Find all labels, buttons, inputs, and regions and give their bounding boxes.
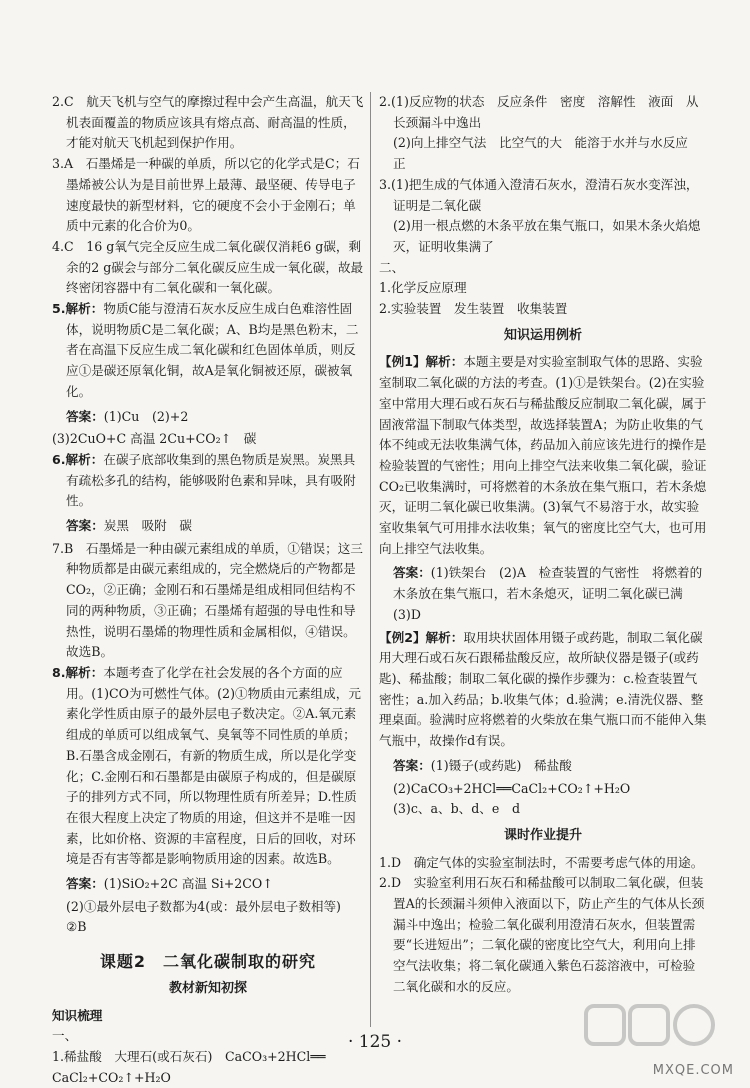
q5-answer-label: 答案：: [66, 408, 104, 424]
part-two-item-2: 2.实验装置 发生装置 收集装置: [379, 301, 568, 317]
knowledge-item-2b: (2)向上排空气法 比空气的大 能溶于水并与水反应 正: [393, 135, 701, 172]
example-1-label: 【例1】: [379, 354, 426, 370]
part-two-label: 二、: [379, 259, 405, 275]
homework-heading: 课时作业提升: [503, 827, 582, 843]
example-2: [379, 628, 707, 752]
q6-answer-label: 答案：: [66, 518, 104, 534]
knowledge-heading: 知识梳理: [52, 1007, 103, 1023]
example-1-jiexi: 解析：: [425, 354, 464, 370]
q8-answer-3: ②B: [66, 919, 87, 935]
q5-label: 5.解析：: [52, 301, 104, 317]
q6-answer-text: 炭黑 吸附 碳: [103, 518, 192, 534]
example-1-text: 本题主要是对实验室制取气体的思路、实验室制取二氧化碳的方法的考查。(1)①是铁架台。(2)在实验室中常用大理石或石灰石与稀盐酸反应制取二氧化碳，属于固液常温下制取气体类型，故选择装置A；为防止收集的气体不纯或无法收集满气体，药品加入前应该先进行的操作是检验装置的气密性；用向上排空气法来收集二氧化碳，验证CO₂已收集满时，可将燃着的木条放在集气瓶口，若木条熄灭，证明二氧化碳已收集满。(3)氧气不易溶于水，故实验室收集氧气可用排水法收集；氧气的密度比空气大，也可用向上排空气法收集。: [379, 354, 707, 556]
knowledge-item-1: 1.稀盐酸 大理石(或石灰石) CaCO₃+2HCl══: [52, 1048, 326, 1064]
example-2-answer-label: 答案：: [393, 757, 431, 773]
knowledge-item-2: 2.(1)反应物的状态 反应条件 密度 溶解性 液面 从长颈漏斗中逸出: [379, 94, 699, 130]
right-column: [370, 92, 707, 1027]
example-heading: 知识运用例析: [503, 327, 582, 343]
example-1-answer-label: 答案：: [393, 565, 431, 581]
q6-text: 在碳子底部收集到的黑色物质是炭黑。炭黑具有疏松多孔的结构，能够吸附色素和异味，具有吸附性。: [66, 451, 356, 509]
answer-q8: [52, 663, 364, 870]
section-subtitle: 教材新知初探: [168, 980, 247, 996]
q8-answer-2: (2)①最外层电子数都为4(或：最外层电子数相等): [66, 898, 341, 914]
knowledge-item-1-cont: CaCl₂+CO₂↑+H₂O: [52, 1069, 171, 1085]
q5-text: 物质C能与澄清石灰水反应生成白色难溶性固体，说明物质C是二氧化碳；A、B均是黑色粉末，二者在高温下反应生成二氧化碳和红色固体单质，则反应①是碳还原氧化铜，故A是氧化铜被还原，碳被氧化。: [66, 301, 359, 399]
part-two-item-1: 1.化学反应原理: [379, 280, 467, 296]
q6-answer: [52, 516, 364, 537]
answer-q5: [52, 299, 364, 403]
q8-answer-1: (1)SiO₂+2C 高温 Si+2CO↑: [103, 876, 273, 892]
example-2-answer-3: (3)c、a、b、d、e d: [393, 801, 521, 817]
q8-label: 8.解析：: [52, 664, 104, 680]
answer-q3: 3.A 石墨烯是一种碳的单质，所以它的化学式是C；石墨烯被公认为是目前世界上最薄、最坚硬、传导电子速度最快的新型材料，它的硬度不会小于金刚石；单质中元素的化合价为0。: [52, 156, 360, 234]
q5-answer-3: (3)2CuO+C 高温 2Cu+CO₂↑ 碳: [52, 431, 257, 447]
page-number: · 125 ·: [347, 1032, 403, 1052]
homework-1: 1.D 确定气体的实验室制法时，不需要考虑气体的用途。: [379, 854, 704, 870]
example-2-answer: [379, 756, 707, 777]
knowledge-item-3b: (2)用一根点燃的木条平放在集气瓶口，如果木条火焰熄灭，证明收集满了: [393, 218, 701, 254]
part-one-label: 一、: [52, 1028, 78, 1044]
q8-answer-label: 答案：: [66, 876, 104, 892]
example-1-answer-text: (1)铁架台 (2)A 检查装置的气密性 将燃着的木条放在集气瓶口，若木条熄灭，证明二氧化碳已满 (3)D: [393, 565, 703, 622]
q8-text: 本题考查了化学在社会发展的各个方面的应用。(1)CO为可燃性气体。(2)①物质由元素组成，元素化学性质由原子的最外层电子数决定。②A.氧元素组成的单质可以组成氧气、臭氧等不同性质的单质；B.石墨含成金刚石，有新的物质生成，所以是化学变化；C.金刚石和石墨都是由碳原子构成的，但是碳原子的排列方式不同，所以物理性质有所差异；D.性质在很大程度上决定了物质的用途，但这并不是唯一因素，比如价格、资源的丰富程度，日后的回收，对环境是否有害等都是影响物质用途的因素。故选B。: [66, 664, 361, 867]
example-2-answer-2: (2)CaCO₃+2HCl══CaCl₂+CO₂↑+H₂O: [393, 780, 631, 796]
answer-q7: 7.B 石墨烯是一种由碳元素组成的单质，①错误；这三种物质都是由碳元素组成的，完全燃烧后的产物都是CO₂，②正确；金刚石和石墨烯是组成相同但结构不同的两种物质，③正确；石墨烯有超强的导电性和导热性，说明石墨烯的物理性质和金属相似，④错误。故选B。: [52, 540, 363, 660]
answer-q2: 2.C 航天飞机与空气的摩擦过程中会产生高温，航天飞机表面覆盖的物质应该具有熔点高、耐高温的性质，才能对航天飞机起到保护作用。: [52, 94, 364, 151]
example-1-answer: [379, 563, 707, 625]
knowledge-item-3: 3.(1)把生成的气体通入澄清石灰水，澄清石灰水变浑浊，证明是二氧化碳: [379, 176, 699, 213]
q5-answer-1: (1)Cu (2)+2: [103, 408, 189, 424]
q8-answer: [52, 874, 364, 895]
q5-answer: [52, 407, 364, 428]
watermark-text: MXQE.COM: [652, 1063, 734, 1078]
q6-label: 6.解析：: [52, 451, 104, 467]
example-2-jiexi: 解析：: [425, 629, 464, 645]
example-1: [379, 352, 707, 559]
answer-q4: 4.C 16 g氧气完全反应生成二氧化碳仅消耗6 g碳，剩余的2 g碳会与部分二氧化碳反应生成一氧化碳，故最终密闭容器中有二氧化碳和一氧化碳。: [52, 238, 364, 296]
answer-q6: [52, 450, 364, 512]
homework-2: 2.D 实验室利用石灰石和稀盐酸可以制取二氧化碳，但装置A的长颈漏斗须伸入液面以下，防止产生的气体从长颈漏斗中逸出；检验二氧化碳利用澄清石灰水，但装置需要“长进短出”；二氧化碳的密度比空气大，利用向上排空气法收集；将二氧化碳通入紫色石蕊溶液中，可检验二氧化碳和水的反应。: [379, 875, 705, 994]
left-column: [52, 92, 364, 1088]
lesson-title: 课题2 二氧化碳制取的研究: [99, 952, 317, 972]
example-2-answer-1: (1)镊子(或药匙) 稀盐酸: [430, 757, 572, 773]
example-2-label: 【例2】: [379, 629, 426, 645]
example-2-text: 取用块状固体用镊子或药匙，制取二氧化碳用大理石或石灰石跟稀盐酸反应，故所缺仪器是镊子(或药匙)、稀盐酸；制取二氧化碳的操作步骤为：c.检查装置气密性；a.加入药品；b.收集气体；d.验满；e.清洗仪器、整理桌面。验满时应将燃着的火柴放在集气瓶口而不能伸入集气瓶中，故操作d有误。: [379, 629, 707, 749]
